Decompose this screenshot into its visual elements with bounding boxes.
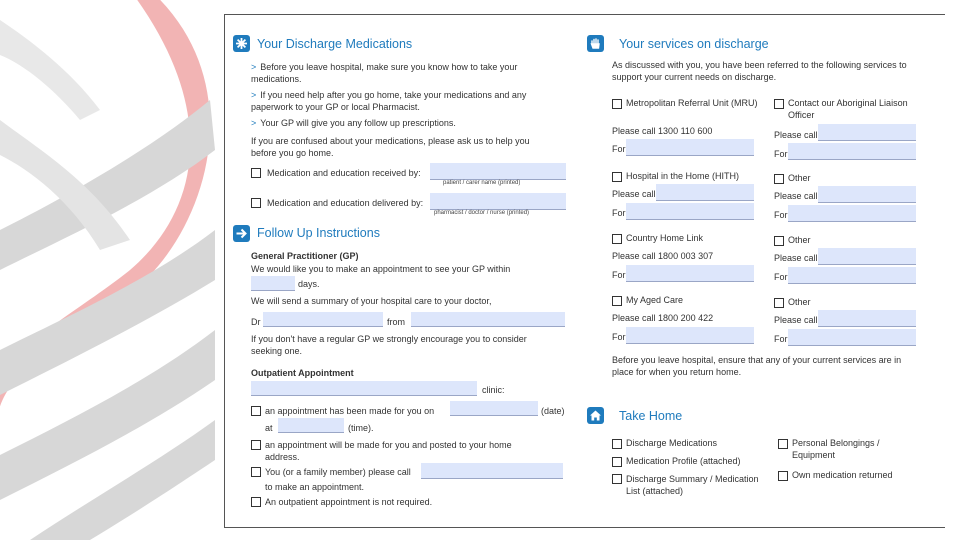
delivered-by-field[interactable] [430,193,566,210]
bullet-2: If you need help after you go home, take your medications and any paperwork to your GP or local Pharmacist. [251,90,527,112]
at-label: at [265,423,273,433]
doctor-name-field[interactable] [263,312,383,327]
received-by-field[interactable] [430,163,566,180]
chl-label: Country Home Link [626,233,704,243]
outpatient-heading: Outpatient Appointment [251,368,354,378]
hith-phone-field[interactable] [656,184,754,201]
appointment-posted-checkbox[interactable] [251,440,261,450]
delivered-checkbox[interactable] [251,198,261,208]
call-checkbox[interactable] [251,467,261,477]
days-label: days. [298,279,320,289]
other3-please-call: Please call [774,315,818,325]
call-label-2: to make an appointment. [265,482,365,492]
chl-for-field[interactable] [626,265,754,282]
date-label: (date) [541,406,565,416]
clinic-field[interactable] [251,381,477,396]
liaison-phone-field[interactable] [818,124,916,141]
liaison-for-label: For [774,149,788,159]
liaison-please-call: Please call [774,130,818,140]
liaison-for-field[interactable] [788,143,916,160]
other2-please-call: Please call [774,253,818,263]
hith-for-label: For [612,208,626,218]
medication-icon [233,35,250,52]
other3-label: Other [788,297,811,307]
medications-title: Your Discharge Medications [257,37,413,51]
other3-for-label: For [774,334,788,344]
home-icon [587,407,604,424]
th-belongings-checkbox[interactable] [778,439,788,449]
liaison-label: Contact our Aboriginal Liaison Officer [788,98,908,120]
th-own-meds-checkbox[interactable] [778,471,788,481]
mru-checkbox[interactable] [612,99,622,109]
gp-line: We would like you to make an appointment to see your GP within [251,264,511,274]
appointment-time-field[interactable] [278,418,344,433]
other1-please-call: Please call [774,191,818,201]
gp-heading: General Practitioner (GP) [251,251,359,261]
call-label: You (or a family member) please call [265,467,411,477]
practice-field[interactable] [411,312,565,327]
th-med-profile-label: Medication Profile (attached) [626,456,741,466]
appointment-made-checkbox[interactable] [251,406,261,416]
appointment-made-label: an appointment has been made for you on [265,406,435,416]
mac-phone: 1800 200 422 [658,313,714,323]
not-required-checkbox[interactable] [251,497,261,507]
other1-label: Other [788,173,811,183]
confused-text: If you are confused about your medications, please ask us to help you before you go home. [251,136,530,158]
mac-for-field[interactable] [626,327,754,344]
mac-please-call: Please call [612,313,656,323]
th-summary-checkbox[interactable] [612,474,622,484]
other3-phone-field[interactable] [818,310,916,327]
delivered-label: Medication and education delivered by: [267,198,424,208]
chl-checkbox[interactable] [612,234,622,244]
delivered-caption: pharmacist / doctor / nurse (printed) [434,210,530,216]
mru-phone: 1300 110 600 [658,126,713,136]
liaison-checkbox[interactable] [774,99,784,109]
other2-checkbox[interactable] [774,236,784,246]
mac-for-label: For [612,332,626,342]
chl-for-label: For [612,270,626,280]
th-discharge-meds-checkbox[interactable] [612,439,622,449]
hith-for-field[interactable] [626,203,754,220]
from-label: from [387,317,405,327]
other2-for-field[interactable] [788,267,916,284]
appointment-date-field[interactable] [450,401,538,416]
take-home-title: Take Home [619,409,683,423]
bullet-1: Before you leave hospital, make sure you know how to take your medications. [251,62,518,84]
received-label: Medication and education received by: [267,168,421,178]
appointment-posted-label: an appointment will be made for you and posted to your home address. [265,440,512,462]
arrow-right-icon [233,225,250,242]
services-title: Your services on discharge [619,37,769,51]
services-intro: As discussed with you, you have been referred to the following services to support your current needs on discharge. [612,60,907,82]
th-summary-label: Discharge Summary / Medication List (attached) [626,474,759,496]
hand-icon [587,35,604,52]
no-gp-text: If you don't have a regular GP we strongly encourage you to consider seeking one. [251,334,527,356]
ribbon-decoration [0,0,260,540]
other3-checkbox[interactable] [774,298,784,308]
other2-phone-field[interactable] [818,248,916,265]
chl-phone: 1800 003 307 [658,251,714,261]
other2-for-label: For [774,272,788,282]
received-checkbox[interactable] [251,168,261,178]
th-discharge-meds-label: Discharge Medications [626,438,718,448]
mac-checkbox[interactable] [612,296,622,306]
other1-phone-field[interactable] [818,186,916,203]
th-own-meds-label: Own medication returned [792,470,893,480]
mac-label: My Aged Care [626,295,684,305]
th-med-profile-checkbox[interactable] [612,457,622,467]
dr-label: Dr [251,317,261,327]
mru-for-field[interactable] [626,139,754,156]
call-number-field[interactable] [421,463,563,479]
summary-text: We will send a summary of your hospital care to your doctor, [251,296,492,306]
th-belongings-label: Personal Belongings / Equipment [792,438,880,460]
other1-for-field[interactable] [788,205,916,222]
chl-please-call: Please call [612,251,656,261]
gp-days-field[interactable] [251,276,295,291]
other1-checkbox[interactable] [774,174,784,184]
received-caption: patient / carer name (printed) [443,180,521,186]
not-required-label: An outpatient appointment is not required. [265,497,433,507]
clinic-label: clinic: [482,385,505,395]
services-footer: Before you leave hospital, ensure that any of your current services are in place for when you return home. [612,355,902,377]
hith-label: Hospital in the Home (HITH) [626,171,740,181]
mru-label: Metropolitan Referral Unit (MRU) [626,98,758,108]
other2-label: Other [788,235,811,245]
time-label: (time). [348,423,374,433]
follow-up-title: Follow Up Instructions [257,226,380,240]
medications-bullets: > Before you leave hospital, make sure you know how to take your medications. > If you need help after you go home, take your medications and any paperwork to your GP or local Pharmacist. > Your GP will give you any follow up prescriptions. [251,62,527,128]
discharge-form [224,14,945,528]
other1-for-label: For [774,210,788,220]
please-call-label: Please call [612,126,656,136]
hith-please-call: Please call [612,189,656,199]
bullet-3: Your GP will give you any follow up prescriptions. [260,118,456,128]
hith-checkbox[interactable] [612,172,622,182]
for-label: For [612,144,626,154]
other3-for-field[interactable] [788,329,916,346]
